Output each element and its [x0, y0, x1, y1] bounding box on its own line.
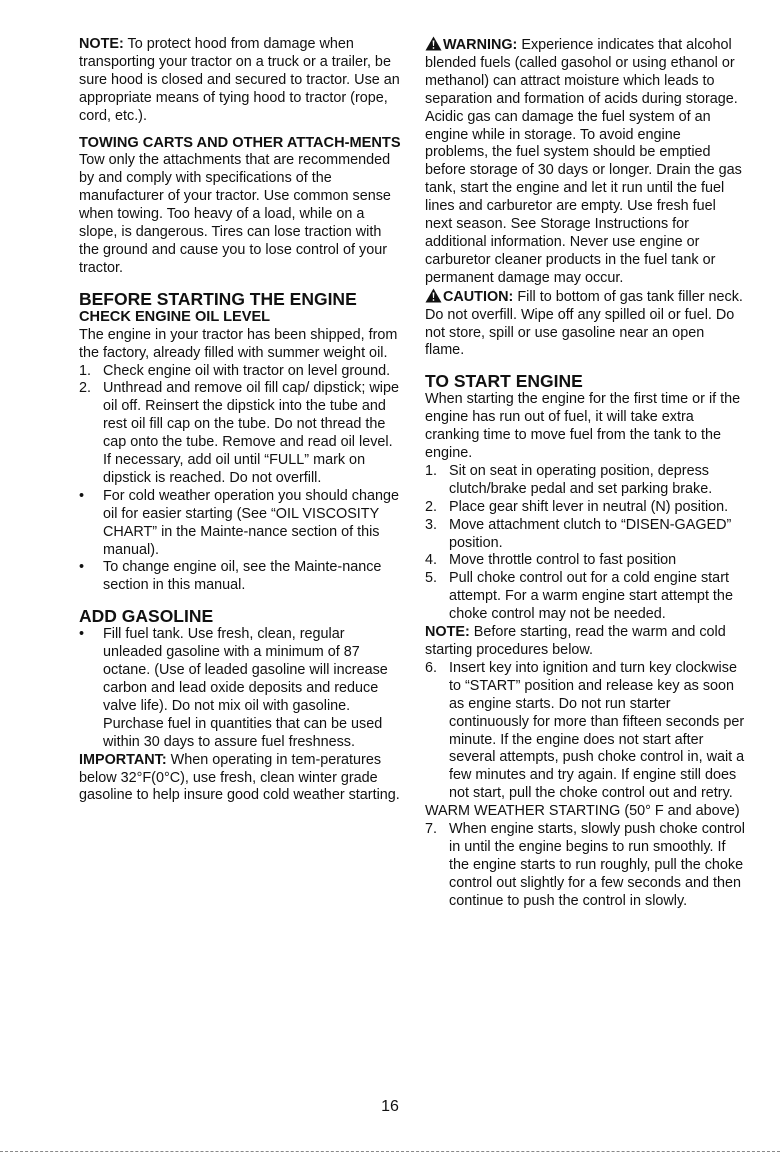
bullet-dot: • — [79, 487, 85, 504]
start-engine-heading: TO START ENGINE — [425, 371, 583, 392]
important-paragraph — [79, 752, 401, 806]
add-gasoline-heading: ADD GASOLINE — [79, 606, 214, 627]
note-text: To protect hood from damage when transporting your tractor on a truck or a trailer, be sure hood is closed and secured to tractor. Use an appropriate means of tying hood to tractor (rope, cord, etc.). — [79, 36, 400, 124]
start-step-text: Sit on seat in operating position, depress clutch/brake pedal and set parking brake. — [449, 462, 713, 497]
gasoline-bullet — [79, 626, 401, 751]
oil-bullet-text: To change engine oil, see the Mainte-nance section in this manual. — [103, 559, 382, 594]
start-step-text: Insert key into ignition and turn key clockwise to “START” position and release key as soon as engine starts. Do not run starter continuously for more than fifteen seconds per minute. If the engine does not start after several attempts, push choke control in, wait a few minutes and try again. If engine still does not start, pull the choke control out and retry. — [449, 659, 745, 802]
important-label: IMPORTANT: — [79, 751, 167, 768]
right-column — [425, 36, 747, 911]
start-step-number: 7. — [425, 821, 438, 838]
start-step-number: 2. — [425, 498, 438, 515]
start-step — [425, 463, 747, 499]
start-step-number: 6. — [425, 659, 438, 676]
caution-text: Fill to bottom of gas tank filler neck. Do not overfill. Wipe off any spilled oil or fuel. Do not store, spill or use gasoline near an open flame. — [425, 288, 743, 359]
start-step — [425, 660, 747, 803]
towing-text: Tow only the attachments that are recommended by and comply with specifications of the manufacturer of your tractor. Use common sense when towing. Too heavy of a load, while on a slope, is dangerous. Tires can lose traction with the ground and cause you to lose control of your tractor. — [79, 152, 391, 276]
start-step-text: Pull choke control out for a cold engine start attempt. For a warm engine start attempt the choke control may not be needed. — [449, 570, 733, 623]
start-step-number: 3. — [425, 516, 438, 533]
before-starting-heading: BEFORE STARTING THE ENGINE — [79, 288, 357, 309]
important-text: When operating in tem-peratures below 32°F(0°C), use fresh, clean winter grade gasoline to help insure good cold weather starting. — [79, 751, 400, 804]
note-paragraph — [79, 36, 401, 126]
note-label: NOTE: — [79, 36, 124, 52]
left-column — [79, 36, 401, 805]
warning-text: Experience indicates that alcohol blended fuels (called gasohol or using ethanol or methanol) can attract moisture which leads to separation and formation of acids during storage. Acidic gas can damage the fuel system of an engine while in storage. To avoid engine problems, the fuel system should be emptied before storage of 30 days or longer. Drain the gas tank, start the engine and let it run until the fuel lines and carburetor are empty. Use fresh fuel next season. See Storage Instructions for additional information. Never use engine or carburetor cleaner products in the fuel tank or permanent damage may occur. — [425, 37, 742, 286]
start-note-label: NOTE: — [425, 624, 470, 641]
oil-step — [79, 380, 401, 487]
start-step-number: 5. — [425, 570, 438, 587]
start-step — [425, 821, 747, 911]
page-divider — [0, 1151, 780, 1152]
oil-bullet-text: For cold weather operation you should change oil for easier starting (See “OIL VISCOSITY CHART” in the Mainte-nance section of this manual). — [103, 487, 399, 558]
start-step-number: 4. — [425, 552, 438, 569]
warning-label: WARNING: — [443, 37, 518, 53]
start-step — [425, 552, 747, 570]
check-oil-subheading: CHECK ENGINE OIL LEVEL — [79, 308, 271, 325]
start-step — [425, 517, 747, 553]
oil-step — [79, 363, 401, 381]
caution-paragraph — [425, 288, 747, 361]
oil-intro: The engine in your tractor has been shipped, from the factory, already filled with summer weight oil. — [79, 326, 398, 361]
start-step-text: When engine starts, slowly push choke control in until the engine begins to run smoothly. If the engine starts to run roughly, pull the choke control out slightly for a few seconds and then continue to push the control in slowly. — [449, 821, 745, 909]
start-note-text: Before starting, read the warm and cold starting procedures below. — [425, 624, 726, 658]
warm-weather-heading: WARM WEATHER STARTING (50° F and above) — [425, 803, 740, 820]
towing-heading: TOWING CARTS AND OTHER ATTACH-MENTS — [79, 134, 401, 151]
bullet-dot: • — [79, 559, 85, 576]
gasoline-bullet-text: Fill fuel tank. Use fresh, clean, regular unleaded gasoline with a minimum of 87 octane. (Use of leaded gasoline will increase carbon and lead oxide deposits and reduce valve life). Do not mix oil with gasoline. Purchase fuel in quantities that can be used within 30 days to assure fuel freshness. — [103, 626, 388, 750]
oil-step-text: Unthread and remove oil fill cap/ dipstick; wipe oil off. Reinsert the dipstick into the tube and rest oil fill cap on the tube. Do not thread the cap onto the tube. Remove and read oil level. If necessary, add oil until “FULL” mark on dipstick is reached. Do not overfill. — [103, 380, 399, 486]
oil-bullet — [79, 488, 401, 560]
start-step-text: Move throttle control to fast position — [449, 552, 677, 569]
start-step-number: 1. — [425, 462, 438, 479]
start-intro: When starting the engine for the first time or if the engine has run out of fuel, it will take extra cranking time to move fuel from the tank to the engine. — [425, 391, 741, 462]
warning-triangle-icon — [425, 36, 442, 51]
start-step — [425, 570, 747, 624]
oil-step-text: Check engine oil with tractor on level ground. — [103, 362, 391, 379]
start-step — [425, 499, 747, 517]
oil-step-number: 2. — [79, 380, 92, 397]
oil-bullet — [79, 559, 401, 595]
bullet-dot: • — [79, 626, 85, 643]
start-step-text: Place gear shift lever in neutral (N) position. — [449, 498, 729, 515]
page-number: 16 — [381, 1098, 399, 1115]
oil-step-number: 1. — [79, 362, 92, 379]
warning-paragraph — [425, 36, 747, 288]
caution-label: CAUTION: — [443, 288, 514, 305]
start-note-paragraph — [425, 624, 747, 660]
caution-triangle-icon — [425, 288, 442, 303]
start-step-text: Move attachment clutch to “DISEN-GAGED” position. — [449, 516, 732, 551]
